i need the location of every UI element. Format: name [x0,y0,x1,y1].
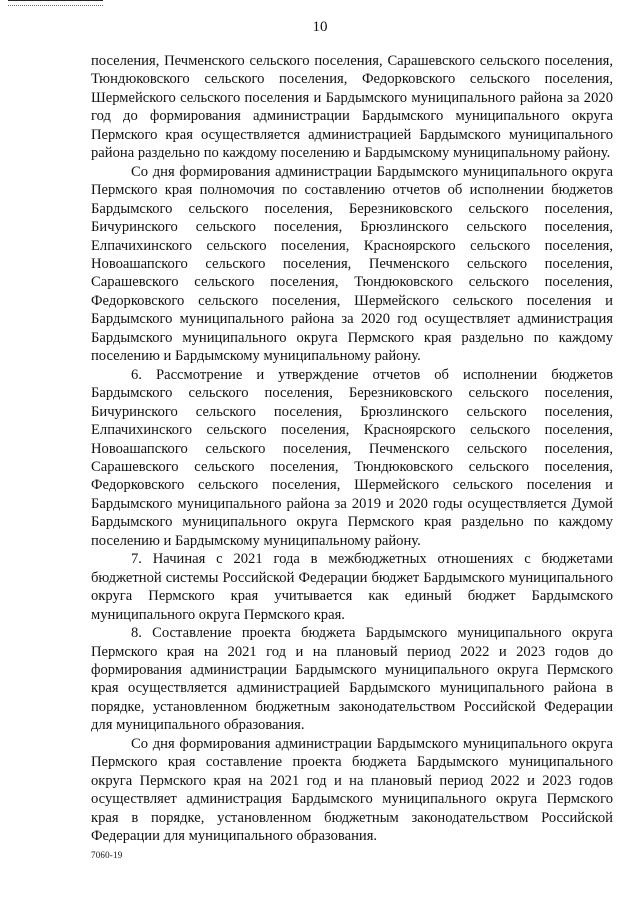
paragraph-item-7: 7. Начиная с 2021 года в межбюджетных отношениях с бюджетами бюджетной системы Российской Федерации бюджет Бардымского муниципального округа Пермского края учитывается как единый бюджет Бардымского муниципального округа Пермского края. [91,551,613,623]
document-code: 7060-19 [91,850,123,860]
paragraph-item-6: 6. Рассмотрение и утверждение отчетов об исполнении бюджетов Бардымского сельского поселения, Березниковского сельского поселения, Бичуринского сельского поселения, Брюзлинского сельского поселения, Елпачихинского сельского поселения, Красноярского сельского поселения, Новоашапского сельского поселения, Печменского сельского поселения, Сарашевского сельского поселения, Тюндюковского сельского поселения, Федорковского сельского поселения, Шермейского сельского поселения и Бардымского муниципального района за 2019 и 2020 годы осуществляется Думой Бардымского муниципального округа Пермского края раздельно по каждому поселению и Бардымскому муниципальному району. [91,366,613,549]
page-number: 10 [312,19,328,35]
top-edge-mark [8,0,103,6]
document-body [91,52,613,845]
paragraph-item-8: 8. Составление проекта бюджета Бардымского муниципального округа Пермского края на 2021 год и на плановый период 2022 и 2023 годов до формирования администрации Бардымского муниципального округа Пермского края осуществляется администрацией Бардымского муниципального района в порядке, установленном бюджетным законодательством Российской Федерации для муниципального образования. [91,625,613,734]
paragraph-budget-draft: Со дня формирования администрации Бардымского муниципального округа Пермского края составление проекта бюджета Бардымского муниципального округа Пермского края на 2021 год и на плановый период 2022 и 2023 годов осуществляет администрация Бардымского муниципального округа Пермского края в порядке, установленном бюджетным законодательством Российской Федерации для муниципального образования. [91,735,613,845]
paragraph-report-preparation: Со дня формирования администрации Бардымского муниципального округа Пермского края полномочия по составлению отчетов об исполнении бюджетов Бардымского сельского поселения, Березниковского сельского поселения, Бичуринского сельского поселения, Брюзлинского сельского поселения, Елпачихинского сельского поселения, Красноярского сельского поселения, Новоашапского сельского поселения, Печменского сельского поселения, Сарашевского сельского поселения, Тюндюковского сельского поселения, Федорковского сельского поселения, Шермейского сельского поселения и Бардымского муниципального района за 2020 год осуществляет администрация Бардымского муниципального округа Пермского края раздельно по каждому поселению и Бардымскому муниципальному району. [91,163,613,365]
paragraph-continued: поселения, Печменского сельского поселения, Сарашевского сельского поселения, Тюндюковского сельского поселения, Федорковского сельского поселения, Шермейского сельского поселения и Бардымского муниципального района за 2020 год до формирования администрации Бардымского муниципального округа Пермского края осуществляется администрацией Бардымского муниципального района раздельно по каждому поселению и Бардымскому муниципальному району. [91,53,613,162]
